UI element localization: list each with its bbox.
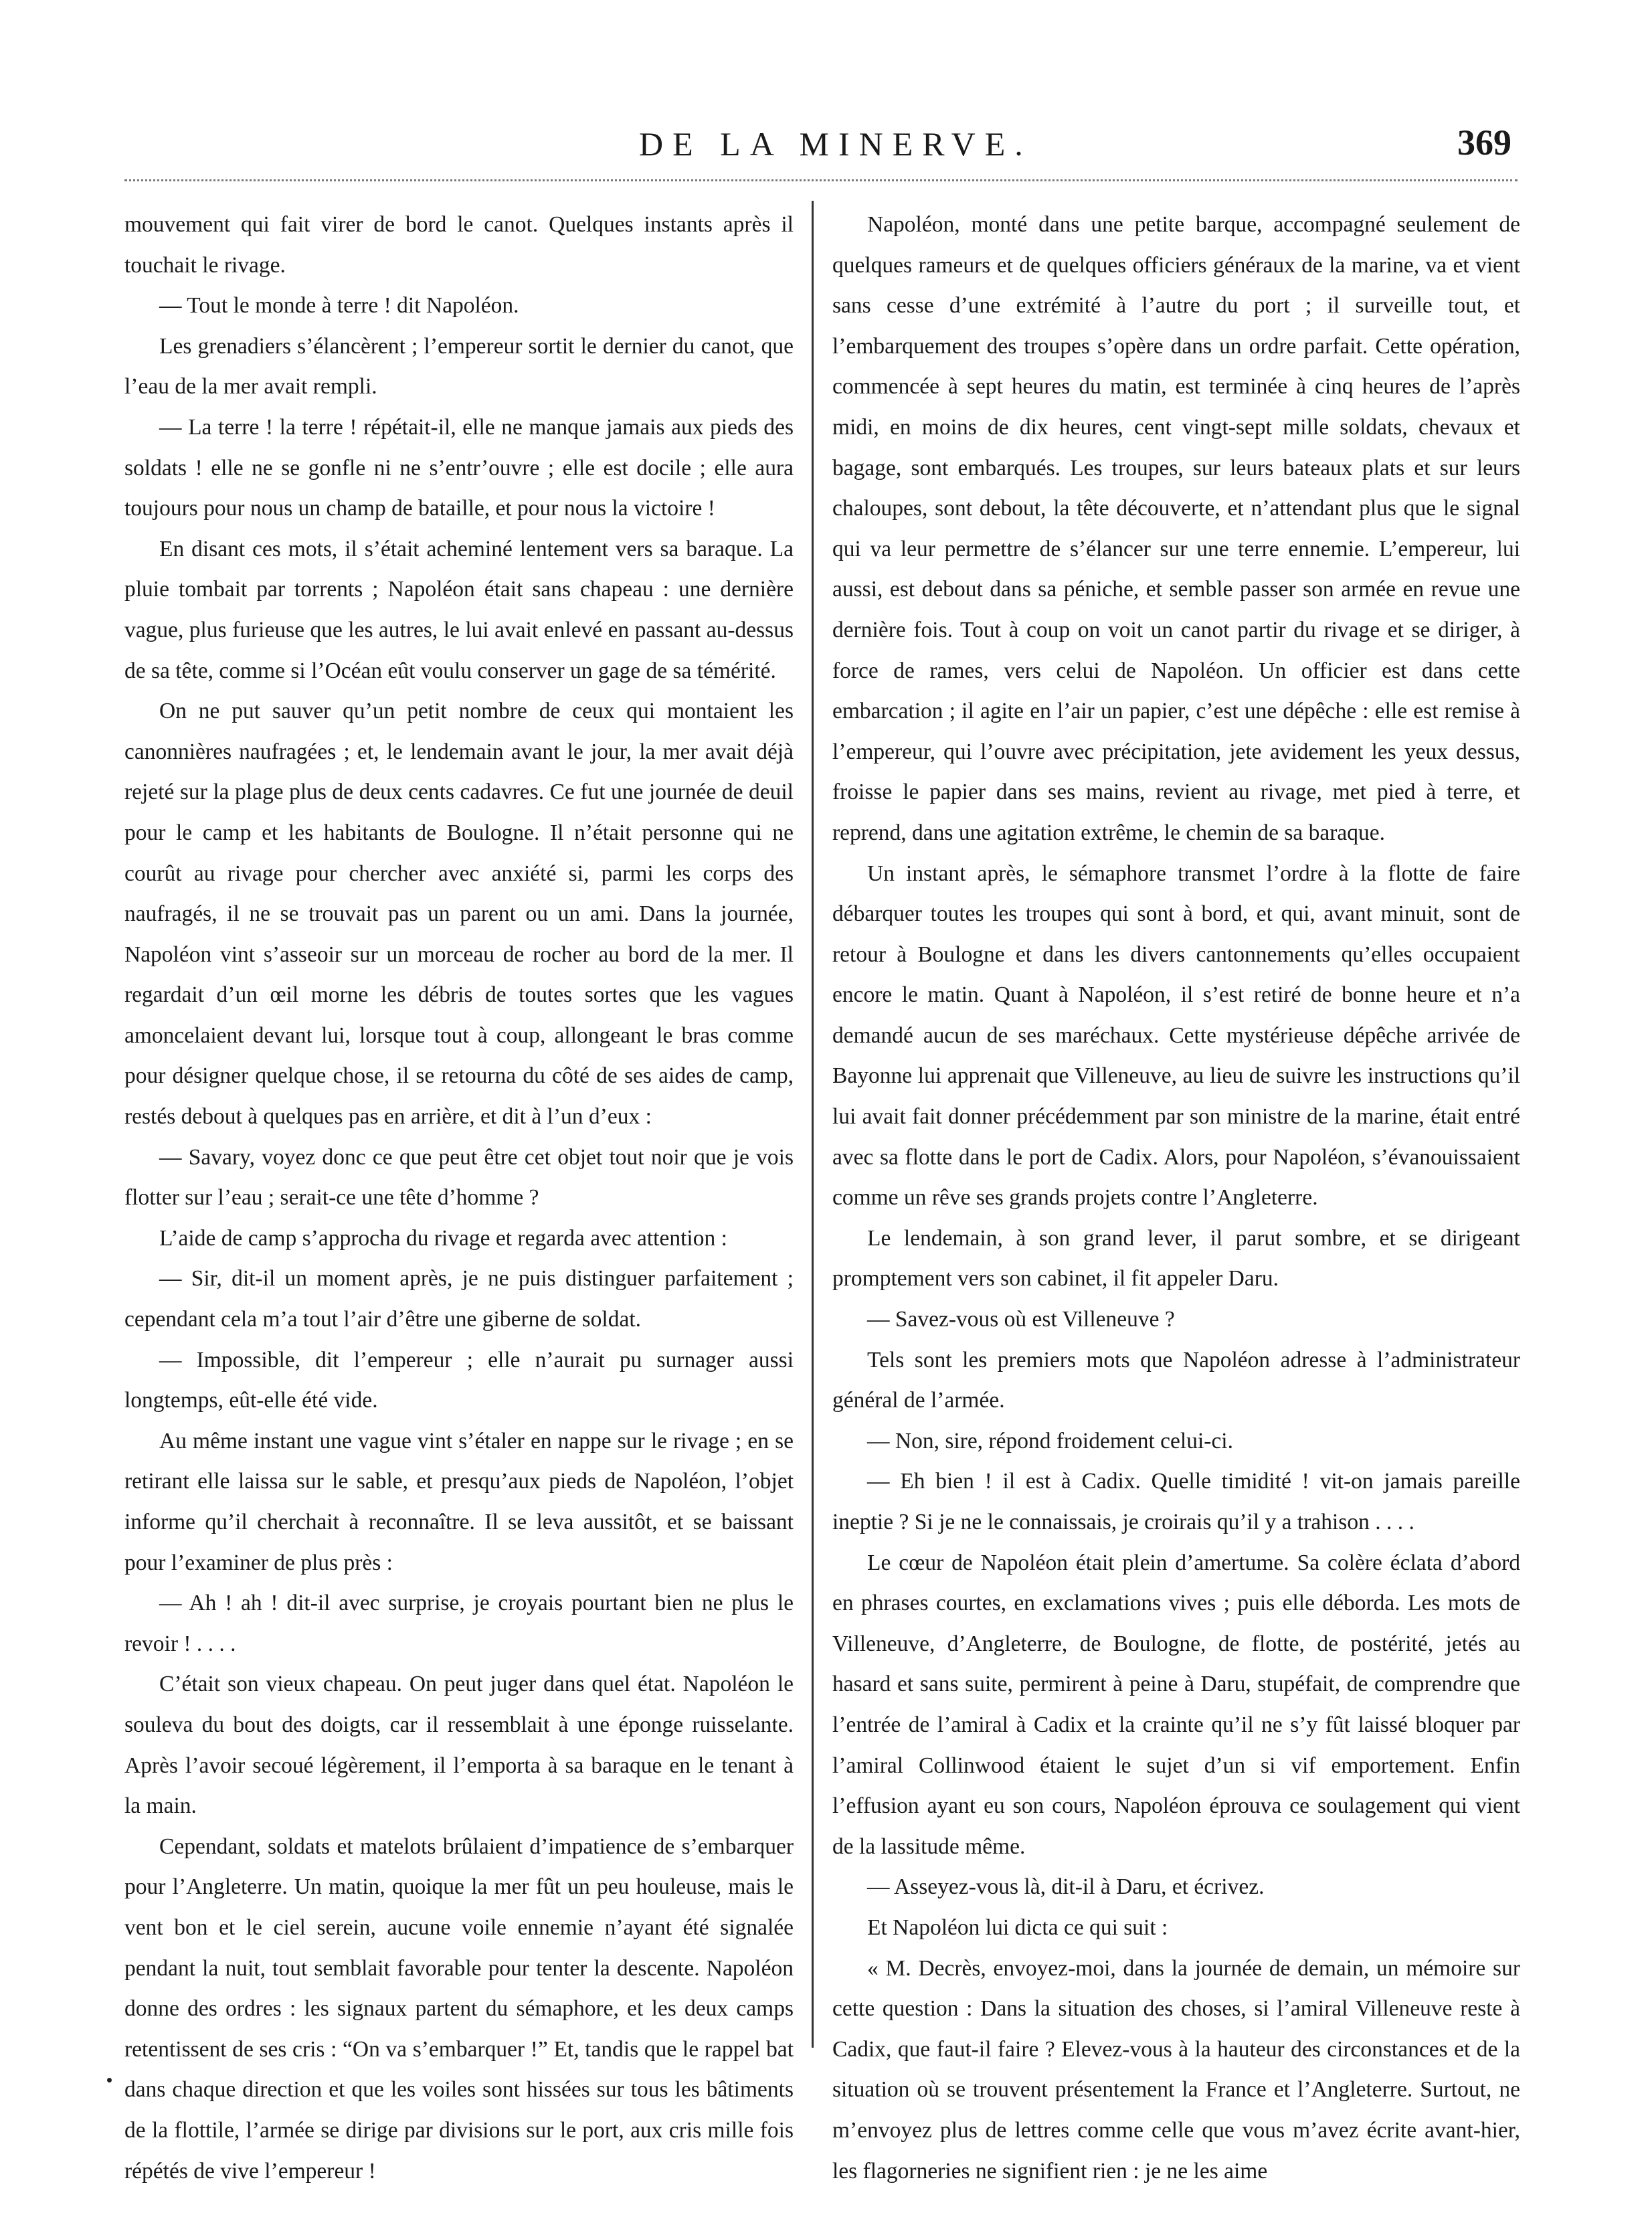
paragraph: — Ah ! ah ! dit-il avec surprise, je croyais pourtant bien ne plus le revoir ! . . . . (124, 1591, 794, 1656)
paragraph: Un instant après, le sémaphore transmet l’ordre à la flotte de faire débarquer toutes les troupes qui sont à bord, et qui, avant minuit, sont de retour à Boulogne et dans les divers cantonnements qu’elles occupaient encore le matin. Quant à Napoléon, il s’est retiré de bonne heure et n’a demandé aucun de ses maréchaux. Cette mystérieuse dépêche arrivée de Bayonne lui apprenait que Villeneuve, au lieu de suivre les instructions qu’il lui avait fait donner précédemment par son ministre de la marine, était entré avec sa flotte dans le port de Cadix. Alors, pour Napoléon, s’évanouissaient comme un rêve ses grands projets contre l’Angleterre. (832, 861, 1520, 1211)
paragraph: — Eh bien ! il est à Cadix. Quelle timidité ! vit-on jamais pareille ineptie ? Si je ne le connaissais, je croirais qu’il y a trahison . . . . (832, 1469, 1520, 1534)
paragraph: C’était son vieux chapeau. On peut juger dans quel état. Napoléon le souleva du bout des doigts, car il ressemblait à une éponge ruisselante. Après l’avoir secoué légèrement, il l’emporta à sa baraque en le tenant à la main. (124, 1672, 794, 1819)
paragraph: Tels sont les premiers mots que Napoléon adresse à l’administrateur général de l’armée. (832, 1347, 1520, 1413)
paragraph: — Sir, dit-il un moment après, je ne puis distinguer parfaitement ; cependant cela m’a tout l’air d’être une giberne de soldat. (124, 1266, 794, 1332)
column-divider (812, 201, 814, 2048)
paragraph: mouvement qui fait virer de bord le canot. Quelques instants après il touchait le rivage. (124, 212, 794, 278)
paragraph: Les grenadiers s’élancèrent ; l’empereur sortit le dernier du canot, que l’eau de la mer avait rempli. (124, 333, 794, 400)
paragraph: — Savez-vous où est Villeneuve ? (867, 1307, 1175, 1332)
paragraph: Napoléon, monté dans une petite barque, accompagné seulement de quelques rameurs et de quelques officiers généraux de la marine, va et vient sans cesse d’une extrémité à l’autre du port ; il surveille tout, et l’embarquement des troupes s’opère dans un ordre parfait. Cette opération, commencée à sept heures du matin, est terminée à cinq heures de l’après midi, en moins de dix heures, cent vingt-sept mille soldats, chevaux et bagage, sont embarqués. Les troupes, sur leurs bateaux plats et sur leurs chaloupes, sont debout, la tête découverte, et n’attendant plus que le signal qui va leur permettre de s’élancer sur une terre ennemie. L’empereur, lui aussi, est debout dans sa péniche, et semble passer son armée en revue une dernière fois. Tout à coup on voit un canot partir du rivage et se diriger, à force de rames, vers celui de Napoléon. Un officier est dans cette embarcation ; il agite en l’air un papier, c’est une dépêche : elle est remise à l’empereur, qui l’ouvre avec précipitation, jete avidement les yeux dessus, froisse le papier dans ses mains, revient au rivage, met pied à terre, et reprend, dans une agitation extrême, le chemin de sa baraque. (832, 212, 1520, 845)
running-title: DE LA MINERVE. (639, 125, 1032, 163)
page-number: 369 (1457, 122, 1511, 163)
paragraph: — Savary, voyez donc ce que peut être cet objet tout noir que je vois flotter sur l’eau ; serait-ce une tête d’homme ? (124, 1144, 794, 1211)
paragraph: Le lendemain, à son grand lever, il parut sombre, et se dirigeant promptement vers son cabinet, il fit appeler Daru. (832, 1225, 1520, 1292)
left-column (124, 205, 794, 2192)
paragraph: — Tout le monde à terre ! dit Napoléon. (159, 293, 519, 319)
paragraph: — Impossible, dit l’empereur ; elle n’aurait pu surnager aussi longtemps, eût-elle été vide. (124, 1347, 794, 1413)
header-rule (124, 179, 1518, 181)
paragraph: Cependant, soldats et matelots brûlaient d’impatience de s’embarquer pour l’Angleterre. Un matin, quoique la mer fût un peu houleuse, mais le vent bon et le ciel serein, aucune voile ennemie n’ayant été signalée pendant la nuit, tout semblait favorable pour tenter la descente. Napoléon donne des ordres : les signaux partent du sémaphore, et les deux camps retentissent de ses cris : “On va s’embarquer !” Et, tandis que le rappel bat dans chaque direction et que les voiles sont hissées sur tous les bâtiments de la flottile, l’armée se dirige par divisions sur le port, aux cris mille fois répétés de vive l’empereur ! (124, 1834, 794, 2184)
paragraph: On ne put sauver qu’un petit nombre de ceux qui montaient les canonnières naufragées ; et, le lendemain avant le jour, la mer avait déjà rejeté sur la plage plus de deux cents cadavres. Ce fut une journée de deuil pour le camp et les habitants de Boulogne. Il n’était personne qui ne courût au rivage pour chercher avec anxiété si, parmi les corps des naufragés, il ne se trouvait pas un parent ou un ami. Dans la journée, Napoléon vint s’asseoir sur un morceau de rocher au bord de la mer. Il regardait d’un œil morne les débris de toutes sortes que les vagues amoncelaient devant lui, lorsque tout à coup, allongeant le bras comme pour désigner quelque chose, il se retourna du côté de ses aides de camp, restés debout à quelques pas en arrière, et dit à l’un d’eux : (124, 699, 794, 1130)
paragraph: « M. Decrès, envoyez-moi, dans la journée de demain, un mémoire sur cette question : Dans la situation des choses, si l’amiral Villeneuve reste à Cadix, que faut-il faire ? Elevez-vous à la hauteur des circonstances et de la situation où se trouvent présentement la France et l’Angleterre. Surtout, ne m’envoyez plus de lettres comme celle que vous m’avez écrite avant-hier, les flagorneries ne signifient rien : je ne les aime (832, 1955, 1520, 2184)
page-header (0, 119, 1652, 173)
paragraph: Le cœur de Napoléon était plein d’amertume. Sa colère éclata d’abord en phrases courtes, en exclamations vives ; puis elle déborda. Les mots de Villeneuve, d’Angleterre, de Boulogne, de flotte, de postérité, jetés au hasard et sans suite, permirent à peine à Daru, stupéfait, de comprendre que l’entrée de l’amiral à Cadix et la crainte qu’il ne s’y fût laissé bloquer par l’amiral Collinwood étaient le sujet d’un si vif emportement. Enfin l’effusion ayant eu son cours, Napoléon éprouva ce soulagement qui vient de la lassitude même. (832, 1550, 1520, 1859)
paragraph: En disant ces mots, il s’était acheminé lentement vers sa baraque. La pluie tombait par torrents ; Napoléon était sans chapeau : une dernière vague, plus furieuse que les autres, le lui avait enlevé en passant au-dessus de sa tête, comme si l’Océan eût voulu conserver un gage de sa témérité. (124, 536, 794, 683)
right-column (832, 205, 1520, 2192)
paragraph: — La terre ! la terre ! répétait-il, elle ne manque jamais aux pieds des soldats ! elle ne se gonfle ni ne s’entr’ouvre ; elle est docile ; elle aura toujours pour nous un champ de bataille, et pour nous la victoire ! (124, 414, 794, 521)
paragraph: — Non, sire, répond froidement celui-ci. (867, 1428, 1233, 1453)
paragraph: — Asseyez-vous là, dit-il à Daru, et écrivez. (867, 1874, 1265, 1900)
paragraph: Et Napoléon lui dicta ce qui suit : (867, 1915, 1168, 1940)
paragraph: L’aide de camp s’approcha du rivage et regarda avec attention : (159, 1225, 727, 1251)
paragraph: Au même instant une vague vint s’étaler en nappe sur le rivage ; en se retirant elle laissa sur le sable, et presqu’aux pieds de Napoléon, l’objet informe qu’il cherchait à reconnaître. Il se leva aussitôt, et se baissant pour l’examiner de plus près : (124, 1428, 794, 1575)
ink-speck (107, 2078, 112, 2082)
